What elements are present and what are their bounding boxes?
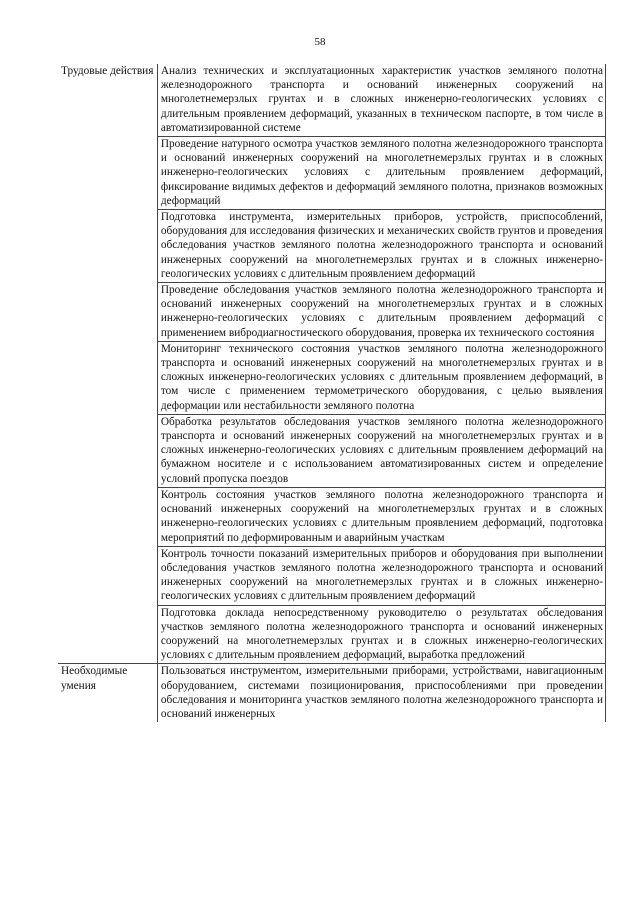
- labor-action-item: Проведение обследования участков земляного полотна железнодорожного транспорта и оснований инженерных сооружений на многолетнемерзлых грунтах и в сложных инженерно-геологических условиях с длительным проявлением деформаций с применением вибродиагностического оборудования, проверка их технического состояния: [157, 283, 605, 342]
- table-row: [58, 64, 606, 137]
- section-label-required-skills: Необходимые умения: [61, 665, 128, 692]
- labor-action-item: Подготовка доклада непосредственному руководителю о результатах обследования участков земляного полотна железнодорожного транспорта и оснований инженерных сооружений на многолетнемерзлых грунтах и в сложных инженерно-геологических условиях с длительным проявлением деформаций, выработка предложений: [157, 605, 605, 664]
- page-number: 58: [314, 36, 326, 48]
- labor-action-item: Проведение натурного осмотра участков земляного полотна железнодорожного транспорта и оснований инженерных сооружений на многолетнемерзлых грунтах и в сложных инженерно-геологических условиях с длительным проявлением деформаций, фиксирование видимых дефектов и деформаций земляного полотна, признаков возможных деформаций: [157, 137, 605, 210]
- section-label-labor-actions: Трудовые действия: [61, 65, 154, 77]
- labor-action-item: Мониторинг технического состояния участков земляного полотна железнодорожного транспорта и оснований инженерных сооружений на многолетнемерзлых грунтах и в сложных инженерно-геологических условиях с длительным проявлением деформаций, в том числе с применением термометрического оборудования, с целью выявления деформации или нестабильности земляного полотна: [157, 341, 605, 414]
- labor-action-item: Контроль точности показаний измерительных приборов и оборудования при выполнении обследования участков земляного полотна железнодорожного транспорта и оснований инженерных сооружений на многолетнемерзлых грунтах и в сложных инженерно-геологических условиях с длительным проявлением деформаций: [157, 546, 605, 605]
- required-skill-item: Пользоваться инструментом, измерительными приборами, устройствами, навигационным оборудованием, системами позиционирования, приспособлениями при проведении обследования и мониторинга участков земляного полотна железнодорожного транспорта и оснований инженерных: [157, 664, 605, 722]
- section-label-cell: [58, 64, 157, 664]
- labor-action-item: Подготовка инструмента, измерительных приборов, устройств, приспособлений, оборудования для исследования физических и механических свойств грунтов и проведения обследования участков земляного полотна железнодорожного транспорта и оснований инженерных сооружений на многолетнемерзлых грунтах и в сложных инженерно-геологических условиях с длительным проявлением деформаций: [157, 210, 605, 283]
- professional-standard-table: [58, 64, 606, 722]
- labor-action-item: Контроль состояния участков земляного полотна железнодорожного транспорта и оснований инженерных сооружений на многолетнемерзлых грунтах и в сложных инженерно-геологических условиях с длительным проявлением деформаций, подготовка мероприятий по деформированным и аварийным участкам: [157, 487, 605, 546]
- section-label-cell: [58, 664, 157, 722]
- labor-action-item: Анализ технических и эксплуатационных характеристик участков земляного полотна железнодорожного транспорта и оснований инженерных сооружений на многолетнемерзлых грунтах и в сложных инженерно-геологических условиях с длительным проявлением деформаций, указанных в техническом паспорте, в том числе в автоматизированной системе: [160, 65, 603, 134]
- table-row: [58, 664, 606, 722]
- labor-action-item: Обработка результатов обследования участков земляного полотна железнодорожного транспорта и оснований инженерных сооружений на многолетнемерзлых грунтах и в сложных инженерно-геологических условиях с длительным проявлением деформаций на бумажном носителе и с использованием автоматизированных систем и определение условий пропуска поездов: [157, 414, 605, 487]
